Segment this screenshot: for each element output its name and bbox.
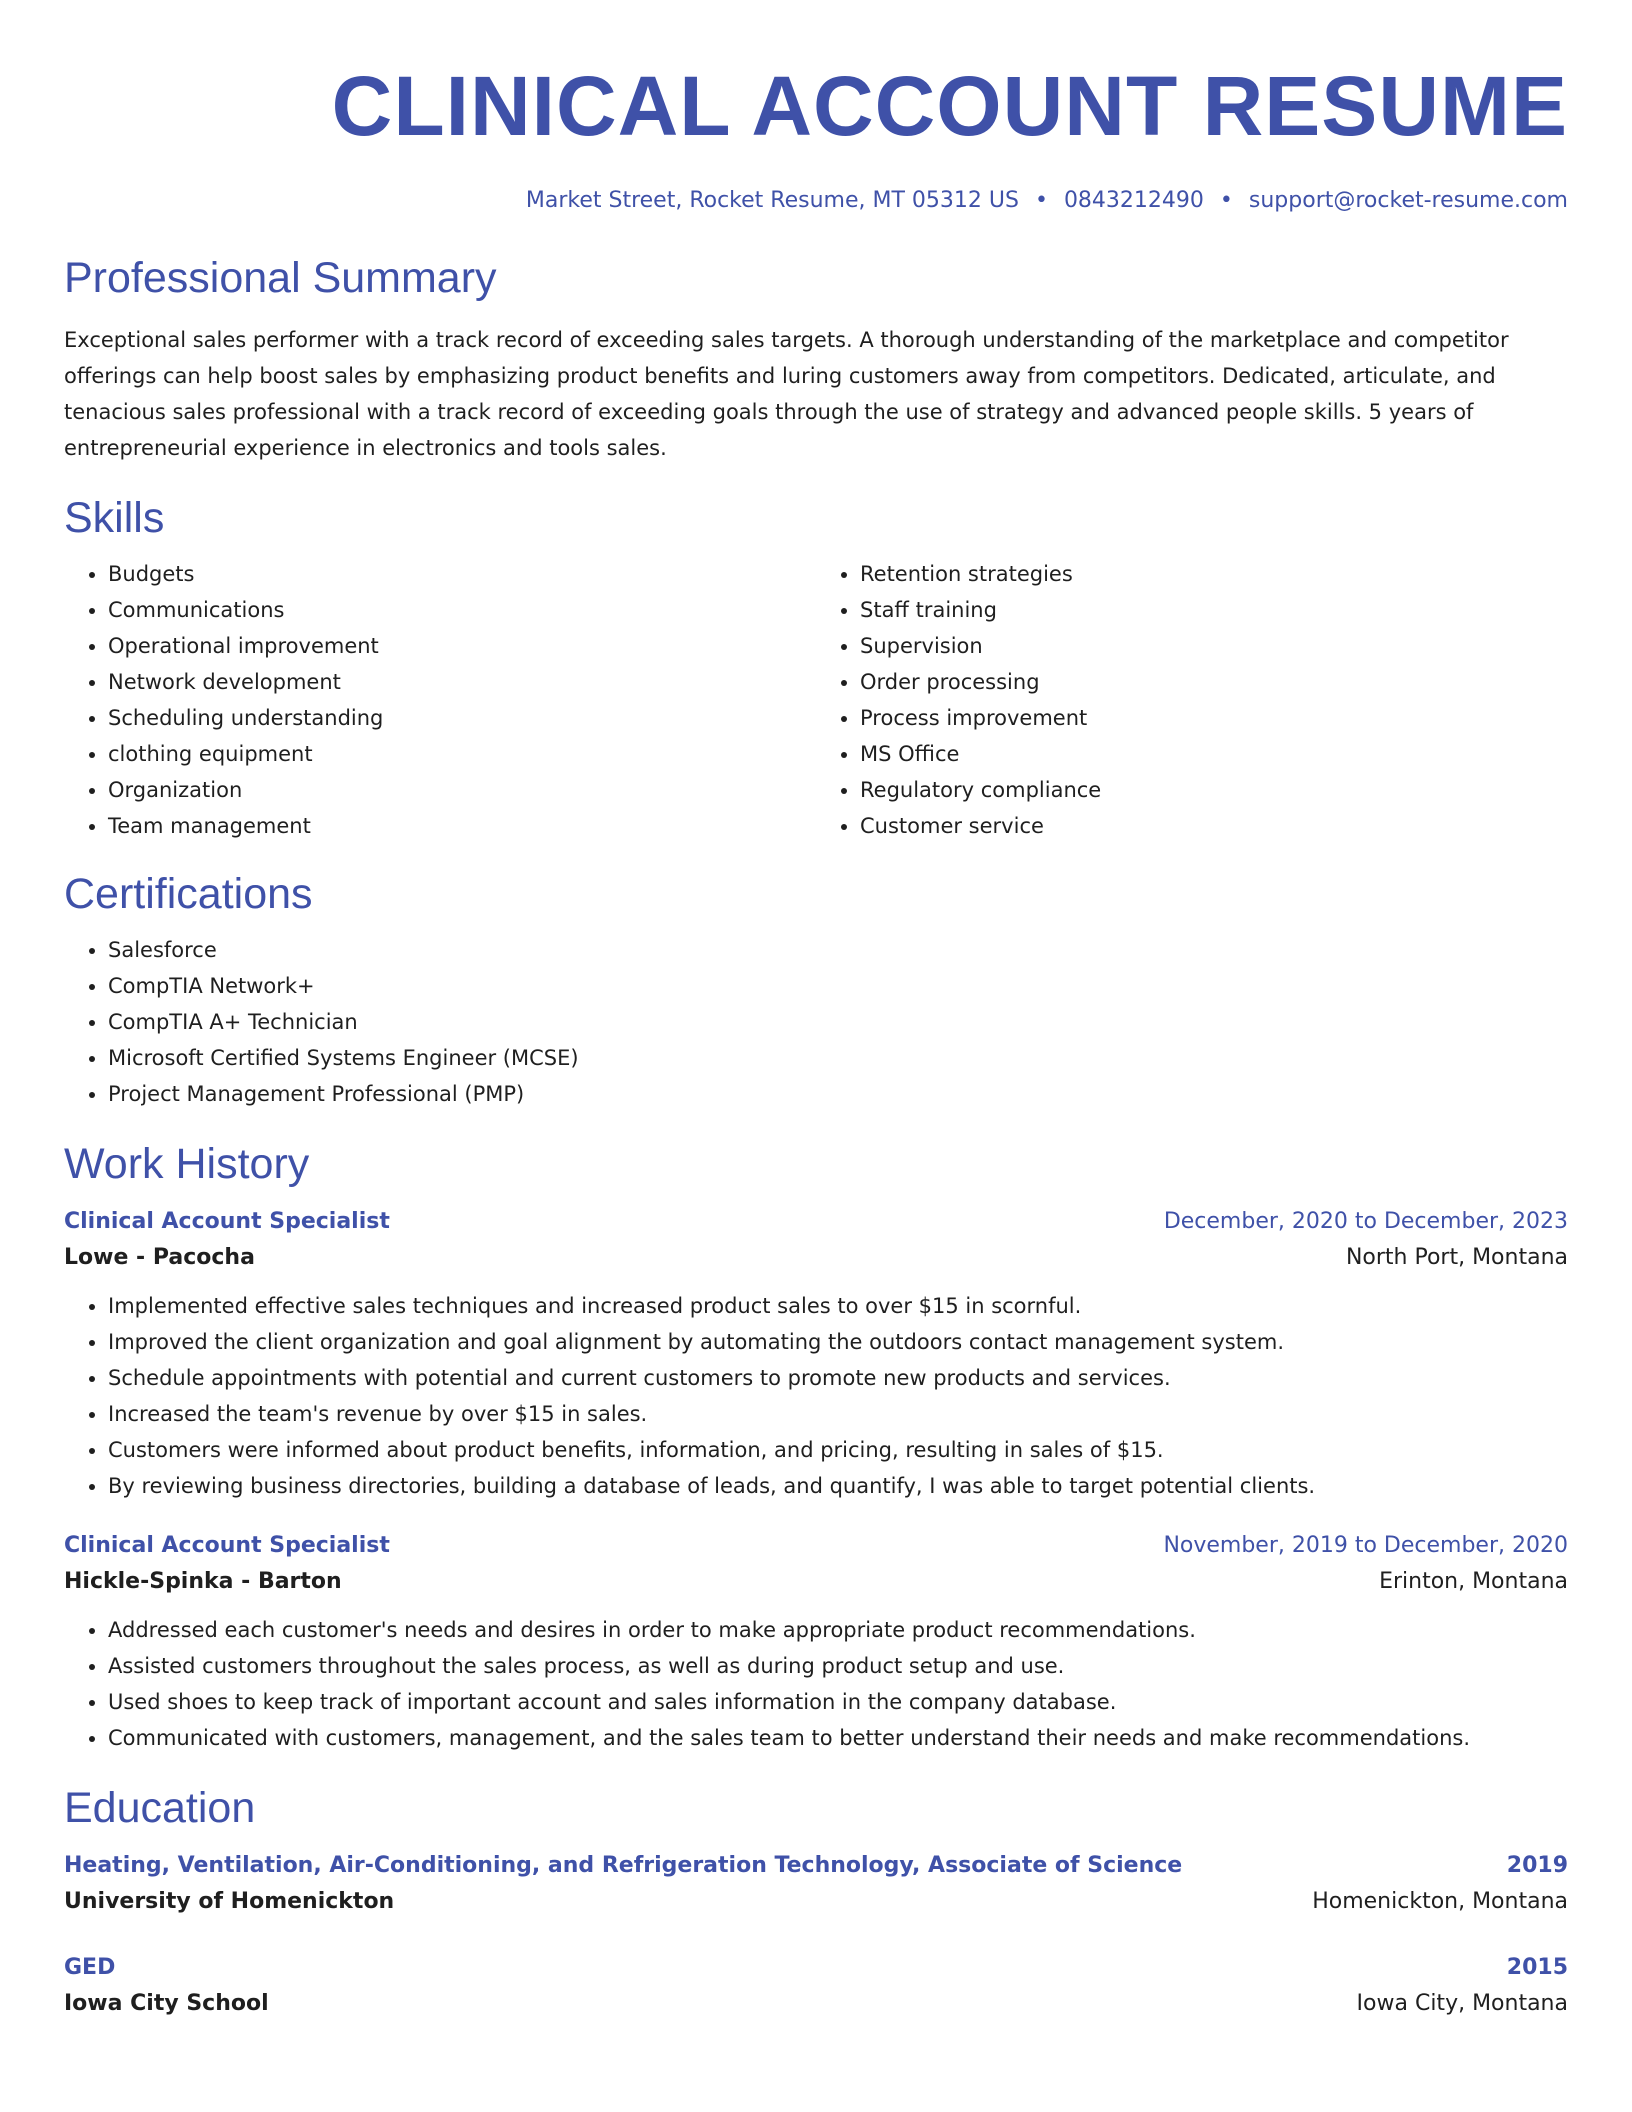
job-bullet: • Increased the team's revenue by over $15 in sales.	[108, 1396, 1568, 1432]
job-subheader	[64, 1562, 1568, 1602]
certification-item: • CompTIA Network+	[108, 968, 1568, 1004]
job-company: Lowe - Pacocha	[64, 1245, 255, 1270]
certification-item: • CompTIA A+ Technician	[108, 1004, 1568, 1040]
resume-title: CLINICAL ACCOUNT RESUME	[331, 59, 1568, 153]
contact-separator: •	[1034, 188, 1048, 213]
skill-item: • Operational improvement	[108, 628, 816, 664]
skill-item: • Regulatory compliance	[860, 772, 1568, 808]
contact-address: Market Street, Rocket Resume, MT 05312 US	[525, 188, 1019, 213]
certifications-list	[64, 932, 1568, 1112]
job-header	[64, 1206, 1568, 1238]
skill-item: • Budgets	[108, 556, 816, 592]
job-bullets	[64, 1612, 1568, 1756]
education-school: Iowa City School	[64, 1991, 269, 2016]
education-header	[64, 1850, 1568, 1882]
job-bullet: • Improved the client organization and goal alignment by automating the outdoors contact management system.	[108, 1324, 1568, 1360]
contact-separator: •	[1219, 188, 1233, 213]
skill-item: • Customer service	[860, 808, 1568, 844]
skill-item: • Scheduling understanding	[108, 700, 816, 736]
job-dates: December, 2020 to December, 2023	[1163, 1209, 1568, 1234]
skill-item: • Network development	[108, 664, 816, 700]
skill-item: • Retention strategies	[860, 556, 1568, 592]
education-header	[64, 1952, 1568, 1984]
contact-line	[64, 186, 1568, 216]
education-year: 2015	[1506, 1955, 1568, 1980]
education-location: Homenickton, Montana	[1312, 1889, 1568, 1914]
job-bullet: • Used shoes to keep track of important account and sales information in the company database.	[108, 1684, 1568, 1720]
job-subheader	[64, 1238, 1568, 1278]
skill-item: • Process improvement	[860, 700, 1568, 736]
job-location: North Port, Montana	[1345, 1245, 1568, 1270]
skill-item: • Order processing	[860, 664, 1568, 700]
job-bullets	[64, 1288, 1568, 1504]
job-entry	[64, 1206, 1568, 1504]
skills-list-left	[64, 556, 816, 844]
job-bullet: • Implemented effective sales techniques and increased product sales to over $15 in scornful.	[108, 1288, 1568, 1324]
education-entry	[64, 1850, 1568, 1922]
education-entry	[64, 1952, 1568, 2024]
job-dates: November, 2019 to December, 2020	[1163, 1533, 1568, 1558]
job-bullet: • Communicated with customers, management, and the sales team to better understand their needs and make recommendations.	[108, 1720, 1568, 1756]
certification-item: • Salesforce	[108, 932, 1568, 968]
skill-item: • Supervision	[860, 628, 1568, 664]
job-entry	[64, 1530, 1568, 1756]
section-title-certifications: Certifications	[64, 870, 313, 918]
summary-text: Exceptional sales performer with a track record of exceeding sales targets. A thorough understanding of the marketplace and competitor offerings can help boost sales by emphasizing product benefits and luring customers away from competitors. Dedicated, articulate, and tenacious sales professional with a track record of exceeding goals through the use of strategy and advanced people skills. 5 years of entrepreneurial experience in electronics and tools sales.	[64, 328, 1509, 460]
job-bullet: • Addressed each customer's needs and desires in order to make appropriate product recommendations.	[108, 1612, 1568, 1648]
skills-columns	[64, 556, 1568, 844]
education-subheader	[64, 1984, 1568, 2024]
certification-item: • Microsoft Certified Systems Engineer (MCSE)	[108, 1040, 1568, 1076]
section-title-work-history: Work History	[64, 1140, 310, 1188]
section-title-skills: Skills	[64, 494, 165, 542]
contact-phone: 0843212490	[1063, 188, 1204, 213]
skill-item: • Organization	[108, 772, 816, 808]
section-title-education: Education	[64, 1784, 256, 1832]
job-bullet: • Schedule appointments with potential and current customers to promote new products and services.	[108, 1360, 1568, 1396]
job-role: Clinical Account Specialist	[64, 1533, 390, 1558]
skill-item: • clothing equipment	[108, 736, 816, 772]
section-title-summary: Professional Summary	[64, 254, 497, 302]
job-company: Hickle-Spinka - Barton	[64, 1569, 342, 1594]
skill-item: • Communications	[108, 592, 816, 628]
education-subheader	[64, 1882, 1568, 1922]
job-location: Erinton, Montana	[1379, 1569, 1568, 1594]
skill-item: • Team management	[108, 808, 816, 844]
education-year: 2019	[1506, 1853, 1568, 1878]
certification-item: • Project Management Professional (PMP)	[108, 1076, 1568, 1112]
skills-list-right	[816, 556, 1568, 844]
skill-item: • Staff training	[860, 592, 1568, 628]
education-degree: GED	[64, 1955, 116, 1980]
job-header	[64, 1530, 1568, 1562]
job-bullet: • Assisted customers throughout the sales process, as well as during product setup and use.	[108, 1648, 1568, 1684]
education-location: Iowa City, Montana	[1356, 1991, 1568, 2016]
job-bullet: • By reviewing business directories, building a database of leads, and quantify, I was able to target potential clients.	[108, 1468, 1568, 1504]
contact-email: support@rocket-resume.com	[1248, 188, 1568, 213]
job-bullet: • Customers were informed about product benefits, information, and pricing, resulting in sales of $15.	[108, 1432, 1568, 1468]
education-school: University of Homenickton	[64, 1889, 395, 1914]
skill-item: • MS Office	[860, 736, 1568, 772]
education-degree: Heating, Ventilation, Air-Conditioning, and Refrigeration Technology, Associate of Science	[64, 1853, 1183, 1878]
job-role: Clinical Account Specialist	[64, 1209, 390, 1234]
